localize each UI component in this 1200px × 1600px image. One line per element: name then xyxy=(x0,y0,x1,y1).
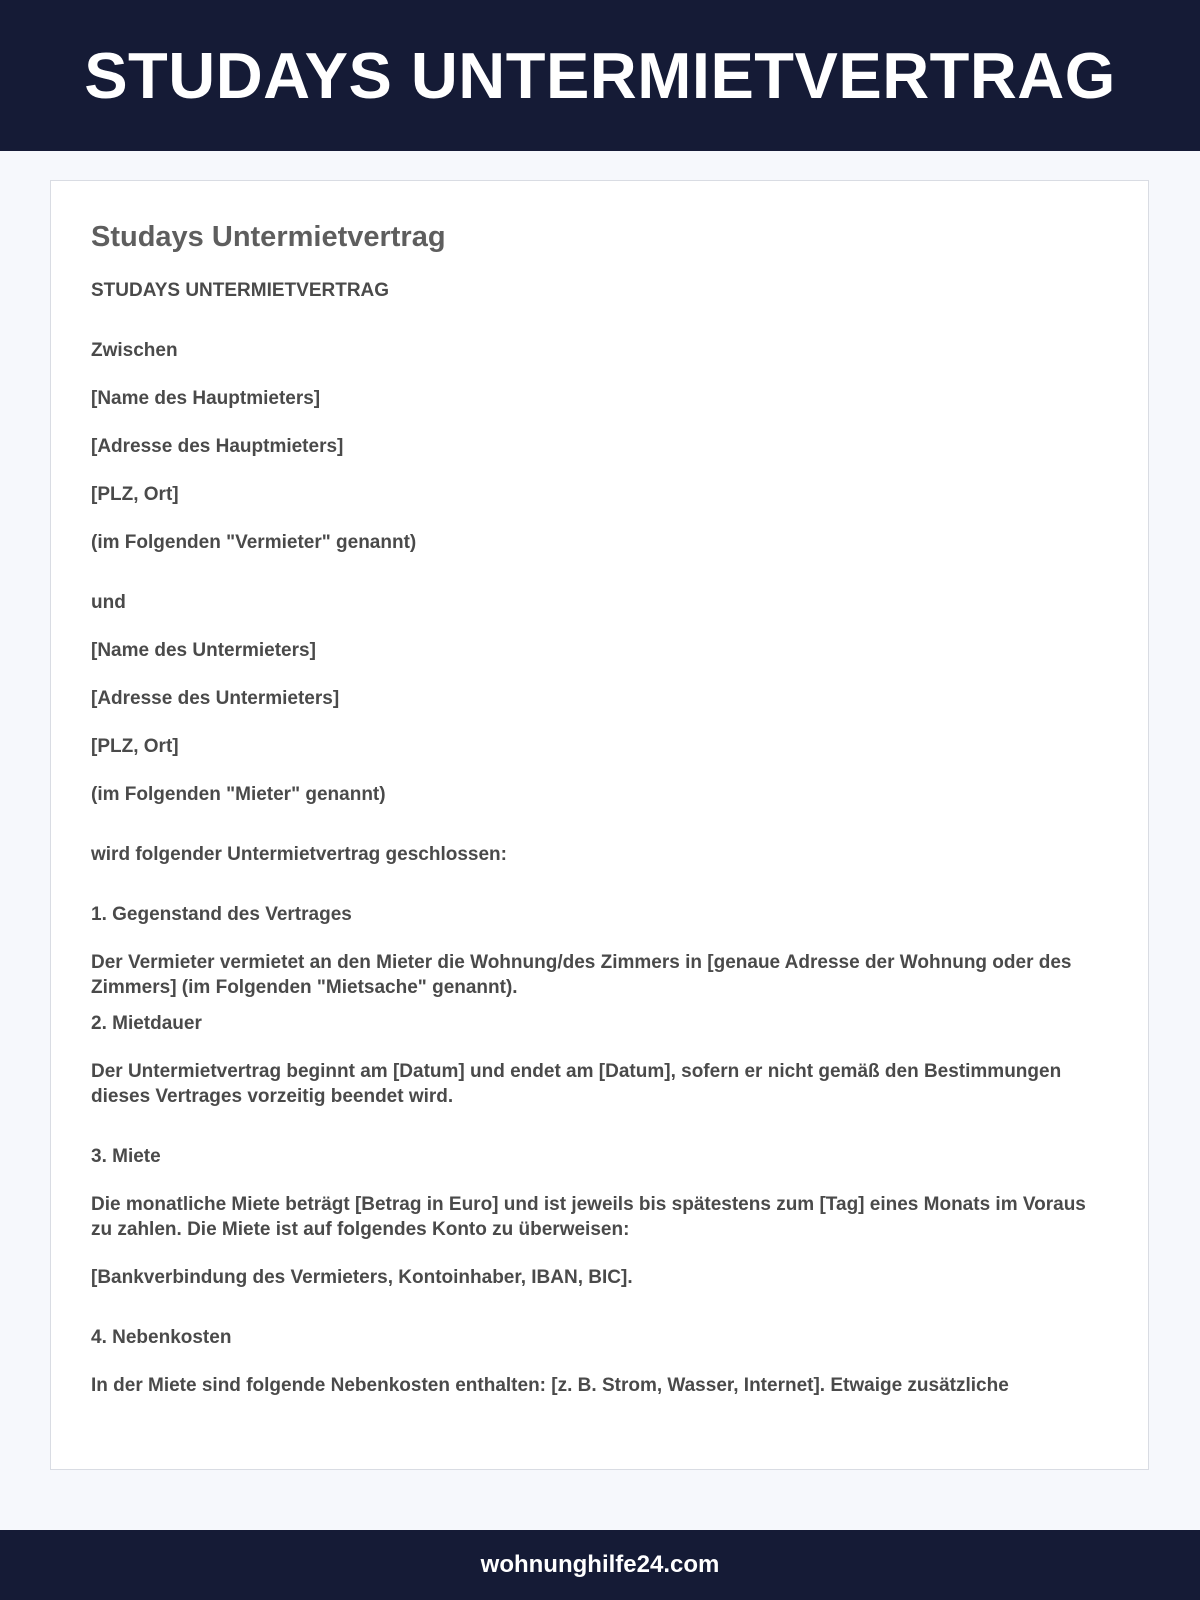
document-card xyxy=(50,180,1149,1470)
document-body xyxy=(91,278,1101,1398)
doc-paragraph: [Adresse des Untermieters] xyxy=(91,688,340,709)
doc-paragraph: [PLZ, Ort] xyxy=(91,736,179,757)
doc-paragraph: [Bankverbindung des Vermieters, Kontoinhaber, IBAN, BIC]. xyxy=(91,1267,633,1288)
doc-paragraph: Der Vermieter vermietet an den Mieter die Wohnung/des Zimmers in [genaue Adresse der Wohnung oder des Zimmers] (im Folgenden "Mietsache" genannt). xyxy=(91,952,1072,998)
section-heading: 4. Nebenkosten xyxy=(91,1327,232,1348)
doc-paragraph: In der Miete sind folgende Nebenkosten enthalten: [z. B. Strom, Wasser, Internet]. Etwaige zusätzliche xyxy=(91,1375,1009,1396)
footer-site-link[interactable]: wohnunghilfe24.com xyxy=(480,1551,720,1578)
page-footer xyxy=(0,1530,1200,1600)
doc-paragraph: [Name des Untermieters] xyxy=(91,640,316,661)
doc-paragraph: Zwischen xyxy=(91,340,178,361)
doc-paragraph: [Name des Hauptmieters] xyxy=(91,388,321,409)
doc-paragraph: Die monatliche Miete beträgt [Betrag in Euro] und ist jeweils bis spätestens zum [Tag] eines Monats im Voraus zu zahlen. Die Miete ist auf folgendes Konto zu überweisen: xyxy=(91,1194,1086,1240)
doc-paragraph: und xyxy=(91,592,126,613)
doc-paragraph: (im Folgenden "Mieter" genannt) xyxy=(91,784,386,805)
doc-heading: STUDAYS UNTERMIETVERTRAG xyxy=(91,280,390,301)
section-heading: 1. Gegenstand des Vertrages xyxy=(91,904,352,925)
doc-paragraph: [PLZ, Ort] xyxy=(91,484,179,505)
doc-paragraph: Der Untermietvertrag beginnt am [Datum] und endet am [Datum], sofern er nicht gemäß den Bestimmungen dieses Vertrages vorzeitig beendet wird. xyxy=(91,1061,1062,1107)
page-header xyxy=(0,0,1200,151)
header-title: STUDAYS UNTERMIETVERTRAG xyxy=(84,39,1116,112)
doc-paragraph: wird folgender Untermietvertrag geschlossen: xyxy=(91,844,507,865)
doc-paragraph: (im Folgenden "Vermieter" genannt) xyxy=(91,532,417,553)
document-title: Studays Untermietvertrag xyxy=(91,221,446,253)
doc-paragraph: [Adresse des Hauptmieters] xyxy=(91,436,344,457)
section-heading: 2. Mietdauer xyxy=(91,1013,202,1034)
section-heading: 3. Miete xyxy=(91,1146,161,1167)
